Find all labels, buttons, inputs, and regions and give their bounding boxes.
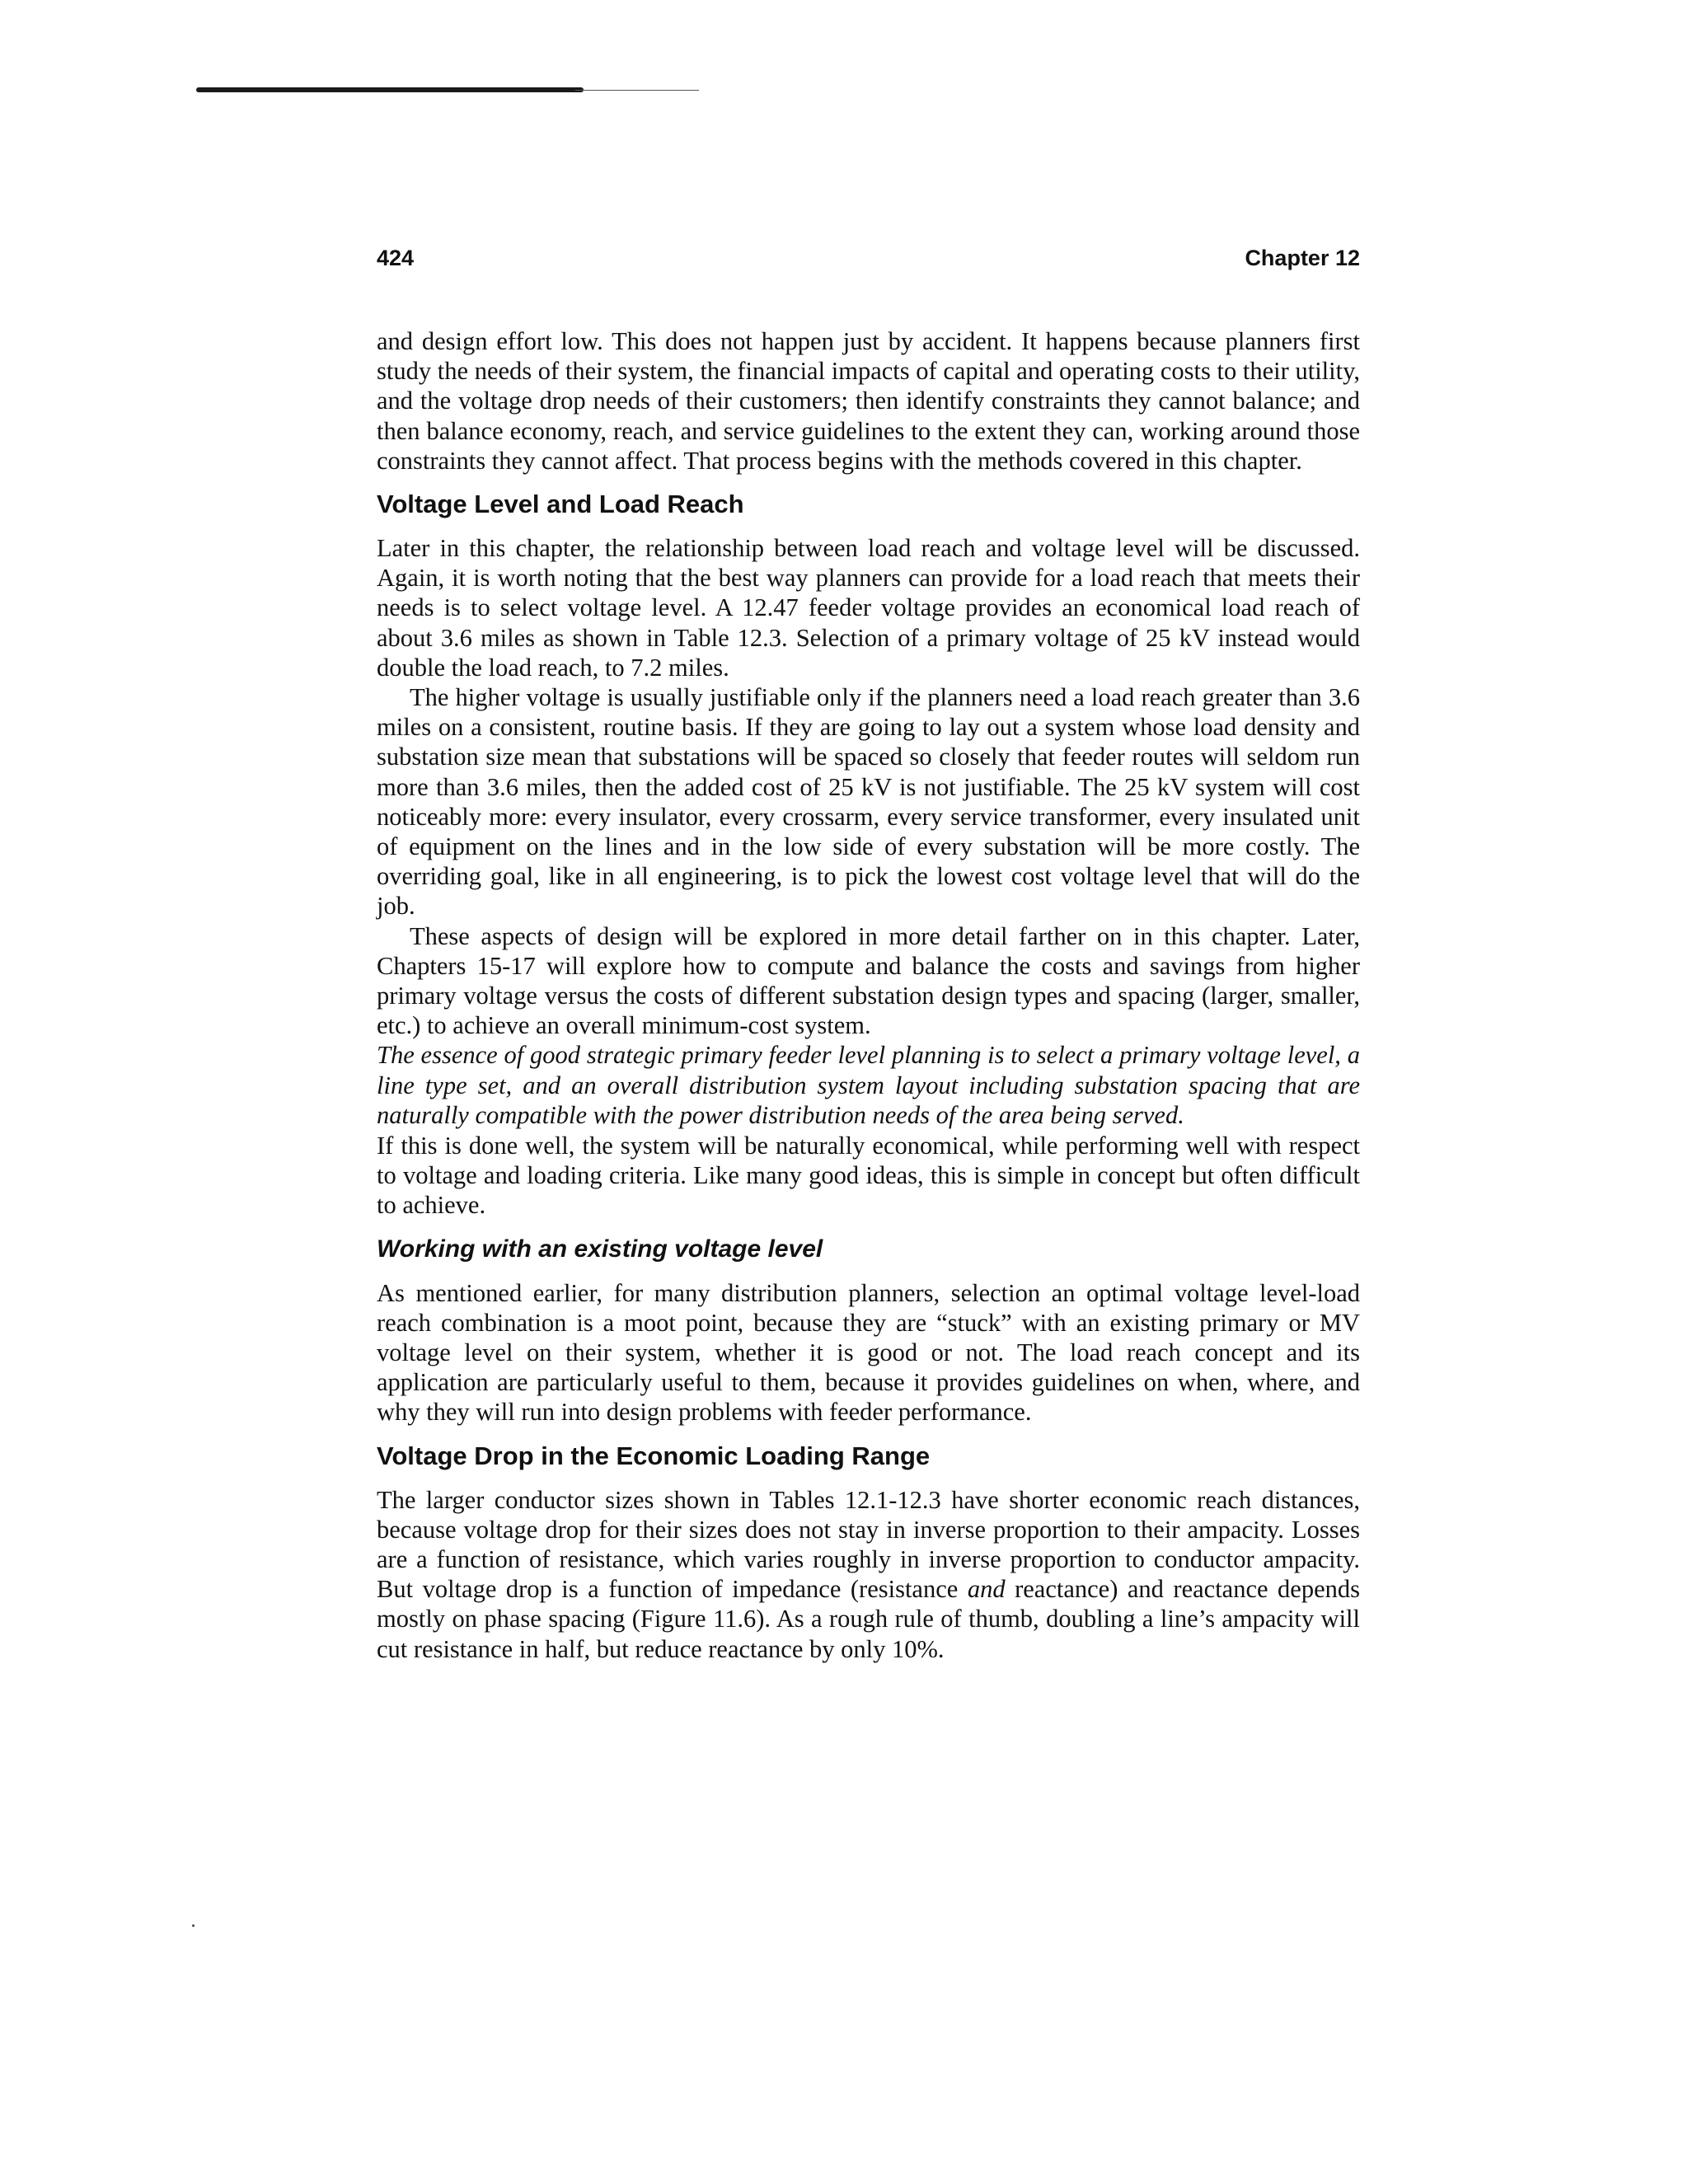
paragraph-higher-voltage: The higher voltage is usually justifiable only if the planners need a load reach greater than 3.6 miles on a consistent, routine basis. If they are going to lay out a system whose load density and substation size mean that substations will be spaced so closely that feeder routes will seldom run more than 3.6 miles, then the added cost of 25 kV is not justifiable. The 25 kV system will cost noticeably more: every insulator, every crossarm, every service transformer, every insulated unit of equipment on the lines and in the low side of every substation will be more costly. The overriding goal, like in all engineering, is to pick the lowest cost voltage level that will do the job.: [377, 683, 1360, 921]
paragraph-intro: and design effort low. This does not happen just by accident. It happens because planners first study the needs of their system, the financial impacts of capital and operating costs to their utility, and the voltage drop needs of their customers; then identify constraints they cannot balance; and then balance economy, reach, and service guidelines to the extent they can, working around those constraints they cannot affect. That process begins with the methods covered in this chapter.: [377, 327, 1360, 475]
paragraph-design-aspects: These aspects of design will be explored in more detail farther on in this chapter. Later, Chapters 15-17 will explore how to compute and balance the costs and savings from higher primary voltage versus the costs of different substation design types and spacing (larger, smaller, etc.) to achieve an overall minimum-cost system.: [377, 921, 1360, 1040]
callout-quote: The essence of good strategic primary feeder level planning is to select a primary voltage level, a line type set, and an overall distribution system layout including substation spacing that are naturally compatible with the power distribution needs of the area being served.: [377, 1041, 1360, 1130]
emphasis-and: and: [967, 1575, 1006, 1604]
section-heading-voltage-drop: Voltage Drop in the Economic Loading Range: [377, 1441, 931, 1470]
paragraph-load-reach: Later in this chapter, the relationship between load reach and voltage level will be discussed. Again, it is worth noting that the best way planners can provide for a load reach that meets their needs is to select voltage level. A 12.47 feeder voltage provides an economical load reach of about 3.6 miles as shown in Table 12.3. Selection of a primary voltage of 25 kV instead would double the load reach, to 7.2 miles.: [377, 534, 1360, 682]
scan-rule-thick: [196, 87, 584, 92]
scan-speck: [192, 1924, 195, 1927]
paragraph-voltage-drop: [377, 1485, 1360, 1664]
voltage-drop-text-start: The larger conductor sizes shown in Tables 12.1-12.3 have shorter economic reach distances, because voltage drop for their sizes does not stay in inverse proportion to their ampacity. Losses are a function of resistance, which varies roughly in inverse proportion to conductor ampacity. But voltage drop is a function of impedance (resistance: [377, 1485, 1360, 1604]
paragraph-done-well: If this is done well, the system will be naturally economical, while performing well with respect to voltage and loading criteria. Like many good ideas, this is simple in concept but often difficult to achieve.: [377, 1131, 1360, 1220]
subsection-heading-existing-voltage: Working with an existing voltage level: [377, 1235, 823, 1263]
running-header: [377, 246, 1360, 279]
scan-edge-rule: [196, 86, 699, 94]
paragraph-existing-voltage: As mentioned earlier, for many distribution planners, selection an optimal voltage level-load reach combination is a moot point, because they are “stuck” with an existing primary or MV voltage level on their system, whether it is good or not. The load reach concept and its application are particularly useful to them, because it provides guidelines on when, where, and why they will run into design problems with feeder performance.: [377, 1278, 1360, 1427]
voltage-drop-text-end: reactance) and reactance depends mostly on phase spacing (Figure 11.6). As a rough rule of thumb, doubling a line’s ampacity will cut resistance in half, but reduce reactance by only 10%.: [377, 1575, 1360, 1663]
chapter-label: Chapter 12: [1245, 246, 1360, 270]
section-heading-voltage-level: Voltage Level and Load Reach: [377, 490, 744, 519]
page-body: [377, 326, 1360, 1664]
scan-rule-thin: [575, 90, 699, 91]
page-number: 424: [377, 246, 415, 270]
